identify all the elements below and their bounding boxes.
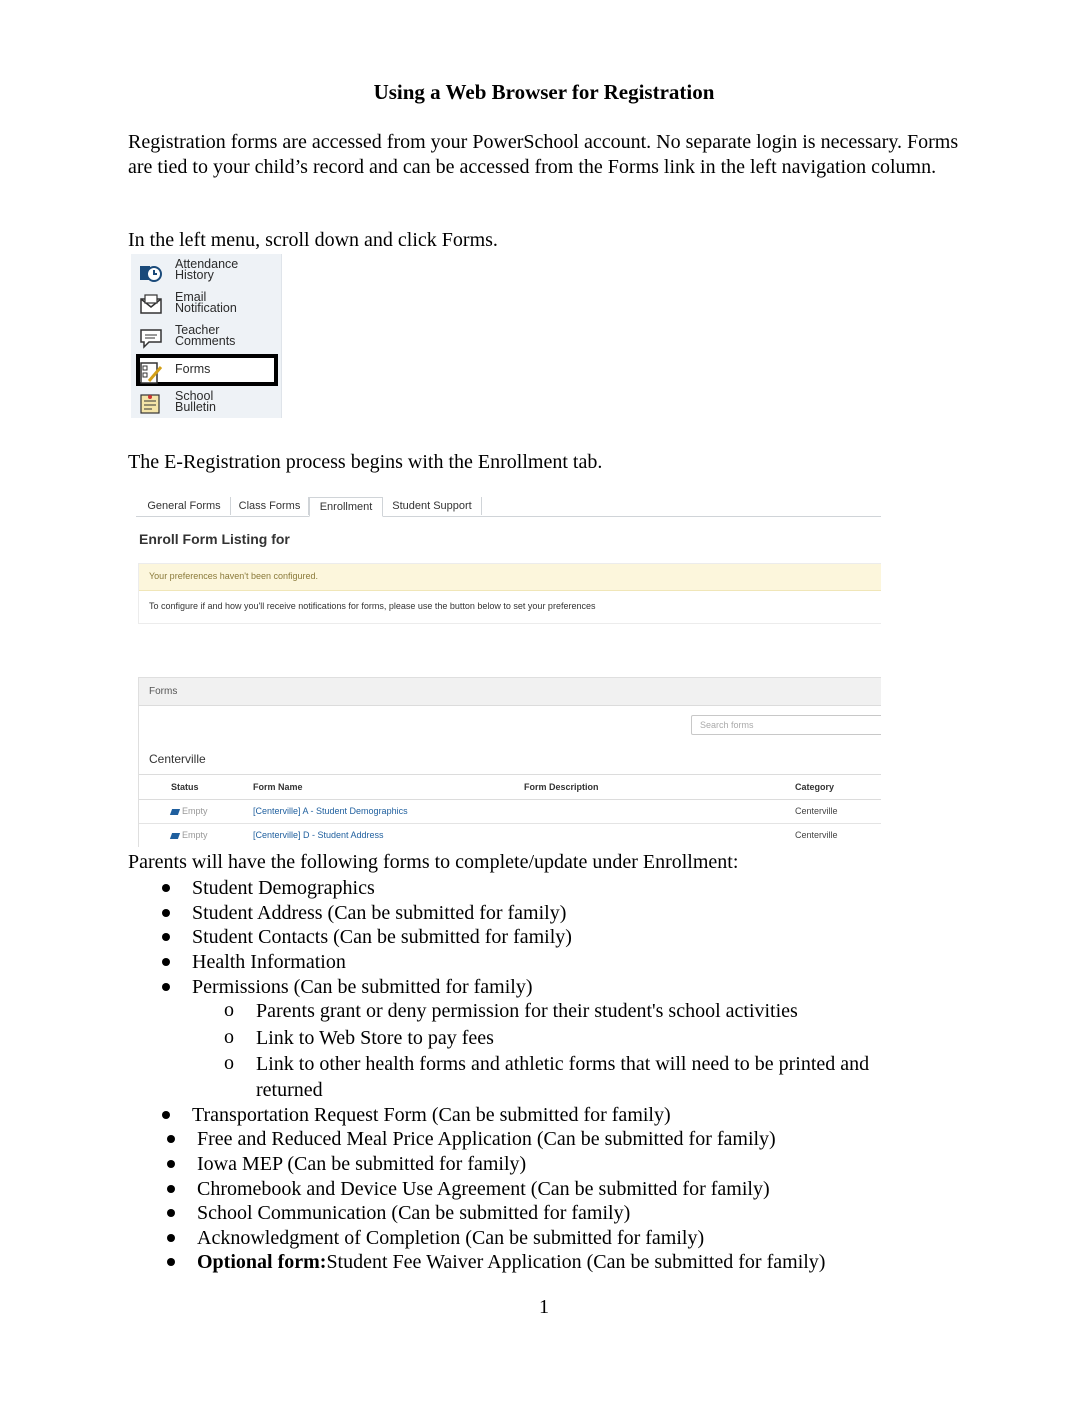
enroll-instruction: The E-Registration process begins with the Enrollment tab. — [128, 451, 603, 473]
row-status: Empty — [171, 830, 208, 840]
bullet-dot — [167, 1160, 175, 1168]
form-name-link[interactable]: [Centerville] D - Student Address — [253, 830, 384, 840]
forms-panel-title: Forms — [149, 686, 178, 697]
enrollment-screenshot — [136, 497, 881, 847]
envelope-icon — [139, 293, 163, 317]
alert-body: To configure if and how you'll receive notifications for forms, please use the button below to set your preferences — [149, 601, 596, 611]
menu-item-teacher-comments[interactable]: Teacher Comments — [137, 323, 277, 353]
school-name: Centerville — [149, 752, 206, 766]
table-row — [139, 823, 881, 847]
page-number: 1 — [539, 1296, 549, 1318]
preferences-alert — [138, 563, 881, 624]
list-item: Permissions (Can be submitted for family) — [192, 976, 533, 998]
enroll-listing-heading: Enroll Form Listing for — [139, 531, 290, 547]
tab-general-forms[interactable]: General Forms — [138, 497, 231, 515]
list-item: Free and Reduced Meal Price Application (Can be submitted for family) — [197, 1128, 776, 1150]
menu-instruction: In the left menu, scroll down and click Forms. — [128, 229, 498, 251]
col-form-name[interactable]: Form Name — [253, 782, 303, 792]
list-item: Acknowledgment of Completion (Can be submitted for family) — [197, 1227, 705, 1249]
list-item: Student Address (Can be submitted for family) — [192, 902, 567, 924]
pencil-icon — [170, 833, 180, 839]
menu-item-email-notification[interactable]: Email Notification — [137, 290, 277, 320]
bullet-dot — [162, 958, 170, 966]
bulletin-icon — [139, 392, 163, 416]
bullet-dot — [167, 1135, 175, 1143]
sub-list-item: Link to other health forms and athletic forms that will need to be printed and — [256, 1053, 870, 1075]
sub-bullet: o — [224, 1052, 234, 1074]
sub-bullet: o — [224, 1026, 234, 1048]
list-item: Transportation Request Form (Can be submitted for family) — [192, 1104, 671, 1126]
form-category: Centerville — [795, 806, 838, 816]
col-status[interactable]: Status — [171, 782, 199, 792]
search-forms-input[interactable]: Search forms — [691, 715, 881, 735]
bullet-dot — [167, 1185, 175, 1193]
bullet-dot — [162, 909, 170, 917]
table-row — [139, 799, 881, 824]
list-item: Student Demographics — [192, 877, 375, 899]
sub-list-item-cont: returned — [256, 1079, 323, 1101]
forms-panel — [138, 677, 881, 847]
bullet-dot — [162, 1111, 170, 1119]
clock-icon — [139, 260, 163, 284]
list-item: Student Contacts (Can be submitted for family) — [192, 926, 572, 948]
form-name-link[interactable]: [Centerville] A - Student Demographics — [253, 806, 408, 816]
checklist-icon — [139, 361, 163, 385]
pencil-icon — [170, 809, 180, 815]
col-category[interactable]: Category — [795, 782, 835, 792]
alert-title: Your preferences haven't been configured. — [149, 571, 319, 581]
bullet-dot — [167, 1209, 175, 1217]
bullet-dot — [167, 1234, 175, 1242]
list-item: Chromebook and Device Use Agreement (Can be submitted for family) — [197, 1178, 770, 1200]
tab-class-forms[interactable]: Class Forms — [231, 497, 309, 515]
intro-paragraph: Registration forms are accessed from your PowerSchool account. No separate login is necessary. Forms are tied to your child’s record and can be accessed from the Forms link in the left navigation column. — [128, 131, 959, 178]
list-item: School Communication (Can be submitted for family) — [197, 1202, 631, 1224]
list-item: Iowa MEP (Can be submitted for family) — [197, 1153, 527, 1175]
col-form-description[interactable]: Form Description — [524, 782, 599, 792]
table-header — [139, 774, 881, 800]
forms-intro: Parents will have the following forms to complete/update under Enrollment: — [128, 851, 739, 873]
bullet-dot — [167, 1258, 175, 1266]
list-item: Health Information — [192, 951, 346, 973]
menu-item-forms[interactable]: Forms — [137, 358, 277, 388]
list-item: Optional form:Student Fee Waiver Application (Can be submitted for family) — [197, 1251, 826, 1273]
comment-icon — [139, 326, 163, 350]
form-category: Centerville — [795, 830, 838, 840]
bullet-dot — [162, 983, 170, 991]
sub-list-item: Link to Web Store to pay fees — [256, 1027, 494, 1049]
tab-bar — [136, 497, 881, 517]
bullet-dot — [162, 933, 170, 941]
menu-item-school-bulletin[interactable]: School Bulletin — [137, 389, 277, 419]
row-status: Empty — [171, 806, 208, 816]
tab-student-support[interactable]: Student Support — [383, 497, 482, 515]
bullet-dot — [162, 884, 170, 892]
left-menu-screenshot — [131, 254, 282, 418]
sub-list-item: Parents grant or deny permission for their student's school activities — [256, 1000, 798, 1022]
menu-item-attendance-history[interactable]: Attendance History — [137, 257, 277, 287]
sub-bullet: o — [224, 999, 234, 1021]
tab-enrollment[interactable]: Enrollment — [309, 497, 383, 517]
page-title: Using a Web Browser for Registration — [373, 80, 715, 104]
